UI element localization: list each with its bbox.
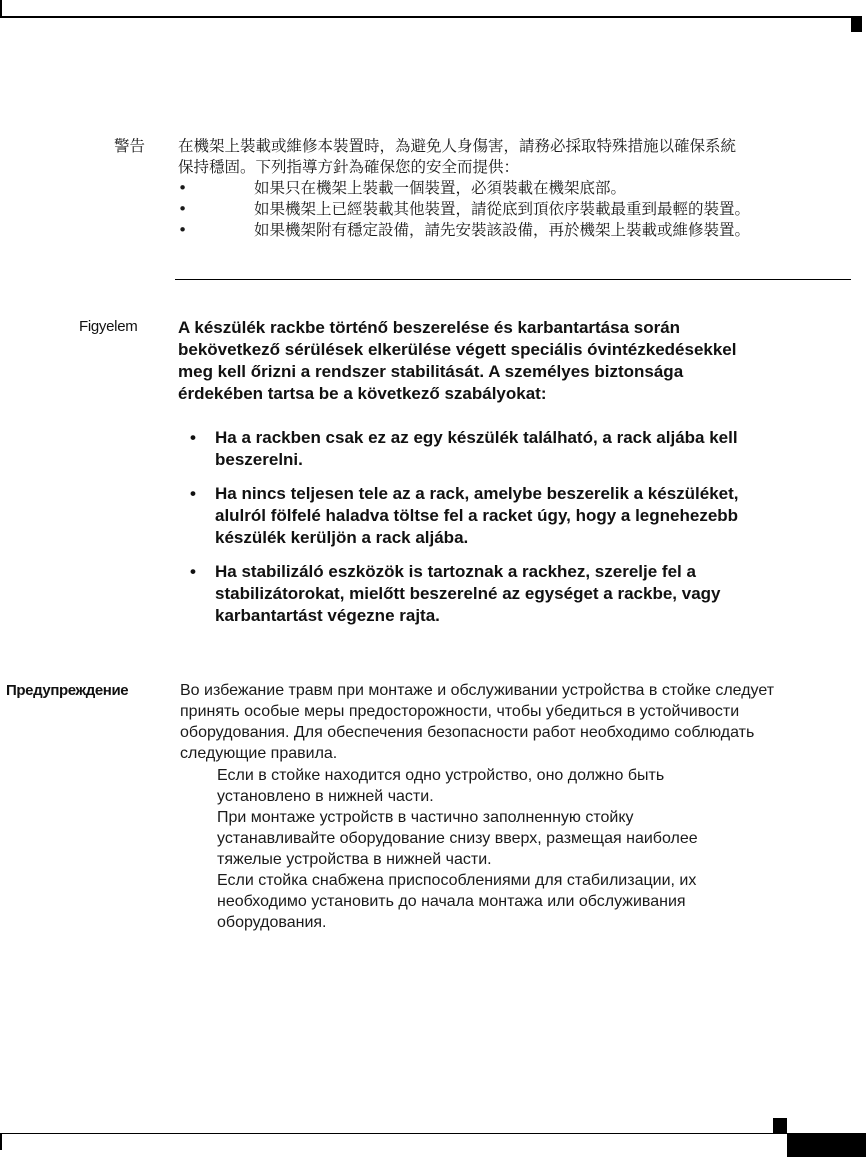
footer-small-block <box>773 1118 787 1133</box>
warning-intro-line: 在機架上裝載或維修本裝置時，為避免人身傷害，請務必採取特殊措施以確保系統 <box>178 137 737 155</box>
bullet-icon: • <box>178 179 188 197</box>
bullet-icon: • <box>178 221 188 239</box>
warning-bullet-list-ru <box>217 765 860 933</box>
list-item: • 如果機架附有穩定設備，請先安裝該設備，再於機架上裝載或維修裝置。 <box>178 221 751 239</box>
footer-page-tab-block <box>787 1133 866 1157</box>
section-divider <box>175 279 851 280</box>
warning-intro-line: оборудования. Для обеспечения безопасности работ необходимо соблюдать <box>180 724 755 741</box>
list-item: • 如果只在機架上裝載一個裝置，必須裝載在機架底部。 <box>178 179 627 197</box>
bullet-icon: • <box>190 562 196 581</box>
list-item: При монтаже устройств в частично заполненную стойку устанавливайте оборудование снизу вверх, размещая наиболее тяжелые устройства в нижней части. <box>217 809 698 868</box>
warning-intro-line: érdekében tartsa be a következő szabályokat: <box>178 384 547 403</box>
list-item: • Ha a rackben csak ez az egy készülék található, a rack aljába kell beszerelni. <box>190 428 738 469</box>
list-item: • Ha nincs teljesen tele az a rack, amelybe beszerelik a készüléket, alulról fölfelé haladva töltse fel a racket úgy, hogy a legnehezebb készülék kerüljön a rack aljába. <box>190 484 739 547</box>
warning-label-ru: Предупреждение <box>6 682 129 699</box>
warning-body-ru <box>180 680 860 933</box>
list-item: • Ha stabilizáló eszközök is tartoznak a rackhez, szerelje fel a stabilizátorokat, mielőtt beszerelné az egységet a rackbe, vagy karbantartást végezne rajta. <box>190 562 721 625</box>
bullet-icon: • <box>190 484 196 503</box>
header-left-tick <box>0 0 2 17</box>
warning-bullet-list-zh <box>178 178 858 241</box>
bullet-icon: • <box>178 200 188 218</box>
header-corner-block <box>851 17 862 32</box>
warning-body-hu <box>178 317 858 639</box>
footer-left-tick <box>0 1133 2 1150</box>
warning-bullet-list-hu <box>178 427 858 627</box>
list-item: • 如果機架上已經裝載其他裝置，請從底到頂依序裝載最重到最輕的裝置。 <box>178 200 751 218</box>
warning-intro-line: meg kell őrizni a rendszer stabilitását. A személyes biztonsága <box>178 362 684 381</box>
warning-intro-line: A készülék rackbe történő beszerelése és karbantartása során <box>178 318 681 337</box>
header-rule <box>0 16 862 18</box>
warning-intro-line: следующие правила. <box>180 745 338 762</box>
list-item: Если стойка снабжена приспособлениями для стабилизации, их необходимо установить до начала монтажа или обслуживания оборудования. <box>217 872 697 931</box>
list-item: Если в стойке находится одно устройство, оно должно быть установлено в нижней части. <box>217 767 665 805</box>
warning-label-zh: 警告 <box>114 137 146 155</box>
warning-intro-line: 保持穩固。下列指導方針為確保您的安全而提供： <box>178 158 520 176</box>
warning-intro-line: Во избежание травм при монтаже и обслуживании устройства в стойке следует <box>180 682 775 699</box>
footer-rule <box>0 1133 790 1134</box>
warning-body-zh <box>178 136 858 241</box>
warning-label-hu: Figyelem <box>79 318 138 335</box>
bullet-icon: • <box>190 428 196 447</box>
warning-intro-line: bekövetkező sérülések elkerülése végett speciális óvintézkedésekkel <box>178 340 737 359</box>
warning-intro-line: принять особые меры предосторожности, чтобы убедиться в устойчивости <box>180 703 740 720</box>
